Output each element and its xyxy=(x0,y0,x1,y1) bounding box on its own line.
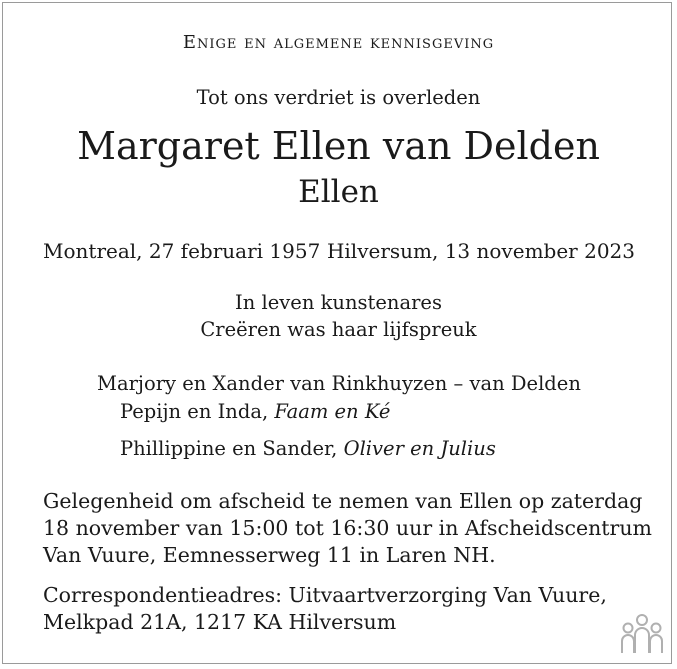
family-line-2-names: Pepijn en Inda, xyxy=(120,400,275,423)
farewell-line-2: 18 november van 15:00 tot 16:30 uur in Afscheidscentrum xyxy=(43,516,652,540)
motto-line-1: In leven kunstenares xyxy=(235,291,442,314)
family-line-1: Marjory en Xander van Rinkhuyzen – van Delden xyxy=(97,372,581,395)
family-line-3-grandchildren: Oliver en Julius xyxy=(343,437,496,460)
birth-place-date: Montreal, 27 februari 1957 xyxy=(43,239,321,263)
correspondence-line-1: Correspondentieadres: Uitvaartverzorging Van Vuure, xyxy=(43,583,607,607)
notice-heading: Enige en algemene kennisgeving xyxy=(182,32,495,53)
deceased-called-name: Ellen xyxy=(298,174,379,210)
motto-line-2: Creëren was haar lijfspreuk xyxy=(200,318,477,341)
death-place-date: Hilversum, 13 november 2023 xyxy=(326,239,635,263)
family-line-3 xyxy=(120,437,496,460)
farewell-line-1: Gelegenheid om afscheid te nemen van Ellen op zaterdag xyxy=(43,489,643,513)
family-line-2 xyxy=(120,400,390,423)
people-group-icon xyxy=(619,613,665,657)
farewell-line-3: Van Vuure, Eemnesserweg 11 in Laren NH. xyxy=(43,543,496,567)
intro-text: Tot ons verdriet is overleden xyxy=(196,86,481,109)
family-line-2-grandchildren: Faam en Ké xyxy=(274,400,391,423)
correspondence-line-2: Melkpad 21A, 1217 KA Hilversum xyxy=(43,610,397,634)
family-line-3-names: Phillippine en Sander, xyxy=(120,437,344,460)
deceased-full-name: Margaret Ellen van Delden xyxy=(77,124,600,168)
